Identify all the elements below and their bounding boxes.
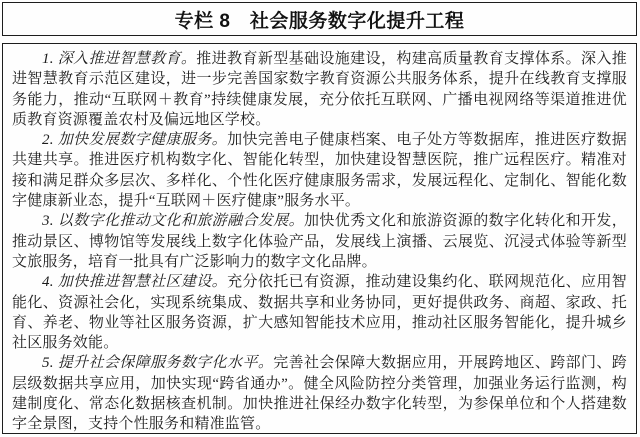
item-4-body: 充分依托已有资源，推动建设集约化、联网规范化、应用智能化、资源社会化，实现系统集成、数据共享和业务协同，更好提供政务、商超、家政、托育、养老、物业等社区服务资源，扩大感知智能技术应用，推动社区服务智能化，提升城乡社区服务效能。: [12, 274, 627, 352]
item-1-lead: 1. 深入推进智慧教育。: [42, 51, 197, 67]
item-3-body: 加快优秀文化和旅游资源的数字化转化和开发，推动景区、博物馆等发展线上数字化体验产品，发展线上演播、云展览、沉浸式体验等新型文旅服务，培育一批具有广泛影响力的数字文化品牌。: [12, 213, 627, 270]
column-content-box: [2, 43, 637, 434]
numbered-item-4: [12, 272, 627, 353]
item-2-body: 加快完善电子健康档案、电子处方等数据库，推进医疗数据共建共享。推进医疗机构数字化、智能化转型，加快建设智慧医院，推广远程医疗。精准对接和满足群众多层次、多样化、个性化医疗健康服务需求，发展远程化、定制化、智能化数字健康新业态，提升“互联网＋医疗健康”服务水平。: [12, 132, 627, 210]
column-title-box: [2, 2, 637, 36]
numbered-item-3: [12, 211, 627, 272]
numbered-item-2: [12, 130, 627, 211]
item-5-body: 完善社会保障大数据应用，开展跨地区、跨部门、跨层级数据共享应用，加快实现“跨省通办”。健全风险防控分类管理，加强业务运行监测，构建制度化、常态化数据核查机制。加快推进社保经办数字化转型，为参保单位和个人搭建数字全景图，支持个性服务和精准监管。: [12, 355, 627, 433]
item-5-lead: 5. 提升社会保障服务数字化水平。: [42, 355, 274, 372]
item-4-lead: 4. 加快推进智慧社区建设。: [42, 274, 228, 291]
column-title: 专栏 8 社会服务数字化提升工程: [174, 10, 465, 32]
numbered-item-5: [12, 353, 627, 434]
numbered-item-1: [12, 49, 627, 130]
item-2-lead: 2. 加快发展数字健康服务。: [42, 132, 228, 149]
item-3-lead: 3. 以数字化推动文化和旅游融合发展。: [42, 213, 305, 230]
item-1-body: 推进教育新型基础设施建设，构建高质量教育支撑体系。深入推进智慧教育示范区建设，进一步完善国家数字教育资源公共服务体系，提升在线教育支撑服务能力，推动“互联网＋教育”持续健康发展，充分依托互联网、广播电视网络等渠道推进优质教育资源覆盖农村及偏远地区学校。: [12, 51, 627, 128]
